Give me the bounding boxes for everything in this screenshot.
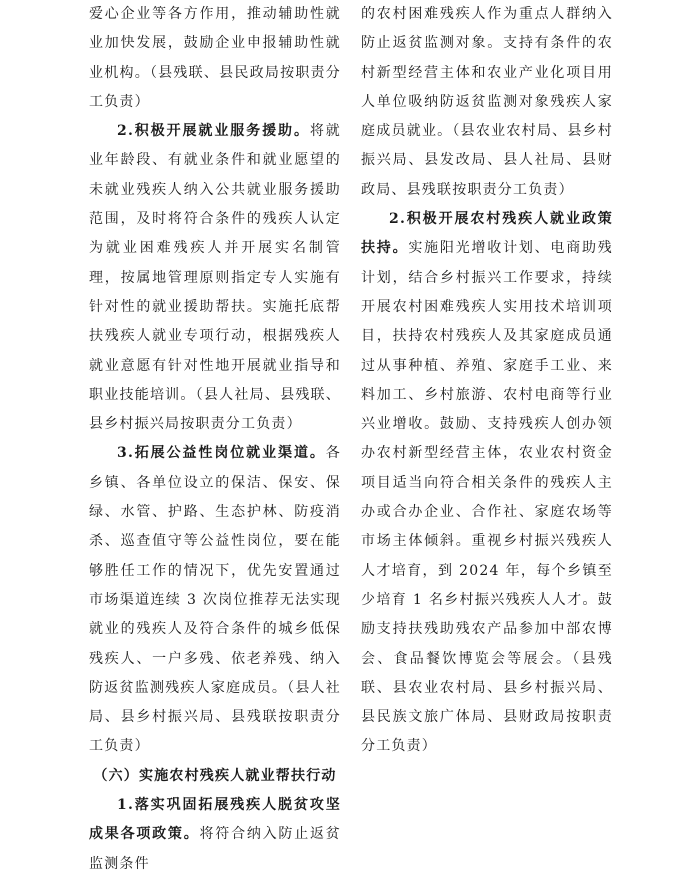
left-column (89, 0, 341, 879)
left-paragraph-continuation: 爱心企业等各方作用，推动辅助性就业加快发展，鼓励企业申报辅助性就业机构。（县残联、县民政局按职责分工负责） (89, 6, 341, 110)
rural-item-2-title: 2.积极开展农村残疾人就业政策扶持。 (361, 211, 613, 257)
item-1-title: 1.落实巩固拓展残疾人脱贫攻坚成果各项政策。 (89, 797, 341, 843)
item-3-public-welfare-jobs (89, 439, 341, 761)
item-2-title: 2.积极开展就业服务援助。 (117, 123, 310, 140)
right-column (361, 0, 613, 762)
item-2-employment-service (89, 117, 341, 439)
item-3-title: 3.拓展公益性岗位就业渠道。 (117, 445, 326, 462)
item-1-poverty-policies (89, 791, 341, 879)
item-1-body: 将符合纳入防止返贫监测条件 (89, 826, 341, 872)
item-2-rural-policy-support (361, 205, 613, 762)
item-2-body: 将就业年龄段、有就业条件和就业愿望的未就业残疾人纳入公共就业服务援助范围，及时将符合条件的残疾人认定为就业困难残疾人并开展实名制管理，按属地管理原则指定专人实施有针对性的就业援助帮扶。实施托底帮扶残疾人就业专项行动，根据残疾人就业意愿有针对性地开展就业指导和职业技能培训。（县人社局、县残联、县乡村振兴局按职责分工负责） (89, 123, 341, 433)
rural-item-2-body: 实施阳光增收计划、电商助残计划，结合乡村振兴工作要求，持续开展农村困难残疾人实用技术培训项目，扶持农村残疾人及其家庭成员通过从事种植、养殖、家庭手工业、来料加工、乡村旅游、农村电商等行业兴业增收。鼓励、支持残疾人创办领办农村新型经营主体，农业农村资金项目适当向符合相关条件的残疾人主办或合办企业、合作社、家庭农场等市场主体倾斜。重视乡村振兴残疾人人才培育，到 2024 年，每个乡镇至少培育 1 名乡村振兴残疾人人才。鼓励支持扶残助残农产品参加中部农博会、食品餐饮博览会等展会。（县残联、县农业农村局、县乡村振兴局、县民族文旅广体局、县财政局按职责分工负责） (361, 240, 613, 755)
right-paragraph-continuation: 的农村困难残疾人作为重点人群纳入防止返贫监测对象。支持有条件的农村新型经营主体和农业产业化项目用人单位吸纳防返贫监测对象残疾人家庭成员就业。（县农业农村局、县乡村振兴局、县发改局、县人社局、县财政局、县残联按职责分工负责） (361, 6, 613, 198)
item-3-body: 各乡镇、各单位设立的保洁、保安、保绿、水管、护路、生态护林、防疫消杀、巡查值守等公益性岗位，要在能够胜任工作的情况下，优先安置通过市场渠道连续 3 次岗位推荐无法实现就业的残疾人及符合条件的城乡低保残疾人、一户多残、依老养残、纳入防返贫监测残疾人家庭成员。（县人社局、县乡村振兴局、县残联按职责分工负责） (89, 445, 341, 755)
section-heading-6: （六）实施农村残疾人就业帮扶行动 (93, 767, 337, 784)
